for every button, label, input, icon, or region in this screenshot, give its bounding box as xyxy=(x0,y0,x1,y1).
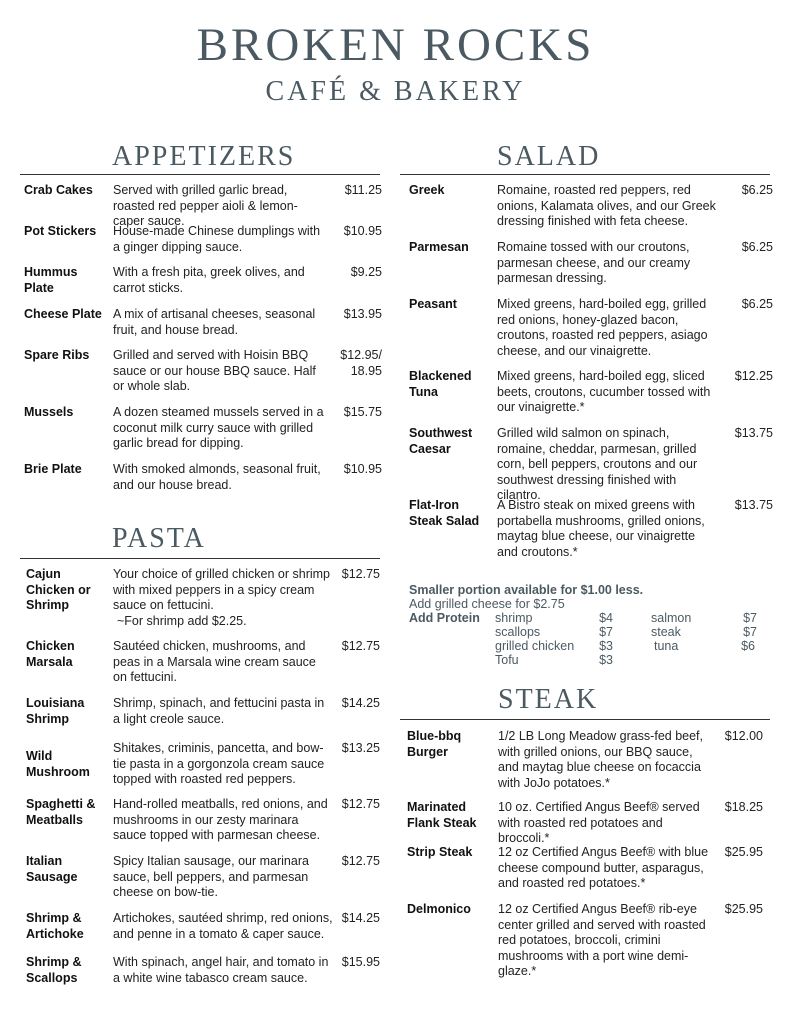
item-description: A dozen steamed mussels served in a coconut milk curry sauce with grilled garlic bread for dipping. xyxy=(113,405,324,450)
item-price: $10.95 xyxy=(343,462,382,476)
item-name: Italian Sausage xyxy=(26,854,78,884)
item-description: With spinach, angel hair, and tomato in a white wine tabasco cream sauce. xyxy=(113,955,329,985)
appetizers-divider xyxy=(20,174,380,175)
brand-subtitle: CAFÉ & BAKERY xyxy=(265,76,526,107)
item-name: Parmesan xyxy=(409,240,469,254)
item-name: Greek xyxy=(409,183,445,197)
item-description: A Bistro steak on mixed greens with portabella mushrooms, grilled onions, maytag blue cheese, our vinaigrette and croutons.* xyxy=(497,498,705,559)
item-price: $25.95 xyxy=(724,902,763,916)
item-name: Flat-Iron Steak Salad xyxy=(409,498,480,528)
item-price: $9.25 xyxy=(350,265,382,279)
brand-header xyxy=(0,20,791,108)
item-name: Louisiana Shrimp xyxy=(26,696,85,726)
item-price: $15.75 xyxy=(343,405,382,419)
item-description: 12 oz Certified Angus Beef® rib-eye center grilled and served with roasted red potatoes, broccoli, crimini mushrooms with a port wine demi-glaze.* xyxy=(498,902,706,978)
item-price: $12.00 xyxy=(724,729,763,743)
item-price: $15.95 xyxy=(341,955,380,969)
item-description: Sautéed chicken, mushrooms, and peas in a Marsala wine cream sauce on fettucini. xyxy=(113,639,316,684)
item-name: Shrimp & Artichoke xyxy=(26,911,84,941)
item-name: Spaghetti & Meatballs xyxy=(26,797,96,827)
item-name: Strip Steak xyxy=(407,845,473,859)
salad-divider xyxy=(400,174,770,175)
item-description xyxy=(113,567,333,629)
item-name: Shrimp & Scallops xyxy=(26,955,82,985)
item-name: Cheese Plate xyxy=(24,307,102,321)
item-price: $12.75 xyxy=(341,639,380,653)
item-description: Romaine tossed with our croutons, parmesan cheese, and our creamy parmesan dressing. xyxy=(497,240,691,285)
steak-title: STEAK xyxy=(498,684,599,715)
add-protein-label: Add Protein xyxy=(409,611,480,625)
item-name: Chicken Marsala xyxy=(26,639,75,669)
item-name: Southwest Caesar xyxy=(409,426,473,456)
protein-name: grilled chicken xyxy=(495,639,575,653)
item-description: 10 oz. Certified Angus Beef® served with roasted red potatoes and broccoli.* xyxy=(498,800,700,845)
item-name: Blackened Tuna xyxy=(409,369,472,399)
item-description: A mix of artisanal cheeses, seasonal fruit, and house bread. xyxy=(113,307,316,337)
item-price: $14.25 xyxy=(341,696,380,710)
protein-name: shrimp xyxy=(495,611,533,625)
item-price: $12.95/ 18.95 xyxy=(340,348,382,378)
item-name: Crab Cakes xyxy=(24,183,93,197)
item-description: Spicy Italian sausage, our marinara sauce, bell peppers, and parmesan cheese on bow-tie. xyxy=(113,854,309,899)
salad-title: SALAD xyxy=(497,141,601,172)
item-description: House-made Chinese dumplings with a ginger dipping sauce. xyxy=(113,224,321,254)
item-price: $12.75 xyxy=(341,567,380,581)
item-price: $6.25 xyxy=(741,183,773,197)
protein-price: $7 xyxy=(743,625,757,639)
protein-price: $6 xyxy=(741,639,755,653)
item-description: Hand-rolled meatballs, red onions, and mushrooms in our zesty marinara sauce topped with parmesan cheese. xyxy=(113,797,328,842)
appetizers-title: APPETIZERS xyxy=(112,141,296,172)
item-price: $25.95 xyxy=(724,845,763,859)
item-price: $18.25 xyxy=(724,800,763,814)
smaller-portion-note: Smaller portion available for $1.00 less. xyxy=(409,583,644,597)
protein-price: $4 xyxy=(599,611,613,625)
item-price: $13.75 xyxy=(734,498,773,512)
protein-name: Tofu xyxy=(495,653,519,667)
item-name: Marinated Flank Steak xyxy=(407,800,477,830)
protein-price: $7 xyxy=(743,611,757,625)
item-price: $14.25 xyxy=(341,911,380,925)
brand-title: BROKEN ROCKS xyxy=(196,19,595,71)
item-price: $12.75 xyxy=(341,797,380,811)
item-price: $12.25 xyxy=(734,369,773,383)
item-name: Wild Mushroom xyxy=(26,749,90,779)
protein-name: steak xyxy=(651,625,681,639)
item-name: Hummus Plate xyxy=(24,265,78,295)
item-description: 12 oz Certified Angus Beef® with blue cheese compound butter, asparagus, and roasted red potatoes.* xyxy=(498,845,709,890)
item-name: Blue-bbq Burger xyxy=(407,729,462,759)
item-name: Cajun Chicken or Shrimp xyxy=(26,567,91,612)
item-price: $11.25 xyxy=(344,183,382,197)
item-price: $12.75 xyxy=(341,854,380,868)
protein-name: salmon xyxy=(651,611,692,625)
grilled-cheese-note: Add grilled cheese for $2.75 xyxy=(409,597,565,611)
protein-name: scallops xyxy=(495,625,541,639)
protein-price: $3 xyxy=(599,653,613,667)
item-price: $6.25 xyxy=(741,297,773,311)
item-description: Romaine, roasted red peppers, red onions, Kalamata olives, and our Greek dressing finished with feta cheese. xyxy=(497,183,716,228)
item-name: Delmonico xyxy=(407,902,471,916)
item-description: Artichokes, sautéed shrimp, red onions, and penne in a tomato & caper sauce. xyxy=(113,911,333,941)
item-name: Mussels xyxy=(24,405,74,419)
steak-divider xyxy=(400,719,770,720)
item-description-note: ~For shrimp add $2.25. xyxy=(117,613,247,628)
protein-price: $7 xyxy=(599,625,613,639)
item-description: With smoked almonds, seasonal fruit, and our house bread. xyxy=(113,462,321,492)
item-description: Shrimp, spinach, and fettucini pasta in a light creole sauce. xyxy=(113,696,325,726)
item-price: $6.25 xyxy=(741,240,773,254)
item-description: Grilled wild salmon on spinach, romaine, cheddar, parmesan, grilled corn, bell peppers, croutons and our southwest dressing finished with cilantro. xyxy=(497,426,698,502)
item-price: $13.75 xyxy=(734,426,773,440)
item-price: $10.95 xyxy=(343,224,382,238)
pasta-divider xyxy=(20,558,380,559)
item-description-text: Your choice of grilled chicken or shrimp with mixed peppers in a spicy cream sauce on fettucini. xyxy=(113,567,331,612)
salad-notes xyxy=(409,583,769,667)
pasta-title: PASTA xyxy=(112,523,206,554)
item-name: Brie Plate xyxy=(24,462,82,476)
item-name: Peasant xyxy=(409,297,457,311)
item-description: Grilled and served with Hoisin BBQ sauce or our house BBQ sauce. Half or whole slab. xyxy=(113,348,316,393)
item-description: Mixed greens, hard-boiled egg, sliced beets, croutons, cucumber tossed with our vinaigrette.* xyxy=(497,369,711,414)
item-description: Shitakes, criminis, pancetta, and bow-tie pasta in a gorgonzola cream sauce topped with roasted red peppers. xyxy=(113,741,325,786)
item-price: $13.25 xyxy=(341,741,380,755)
item-description: Mixed greens, hard-boiled egg, grilled red onions, honey-glazed bacon, croutons, roasted red peppers, asiago cheese, and our vinaigrette. xyxy=(497,297,708,358)
item-description: With a fresh pita, greek olives, and carrot sticks. xyxy=(113,265,305,295)
protein-name: tuna xyxy=(654,639,679,653)
protein-price: $3 xyxy=(599,639,613,653)
item-name: Pot Stickers xyxy=(24,224,97,238)
item-description: 1/2 LB Long Meadow grass-fed beef, with grilled onions, our BBQ sauce, and maytag blue cheese on focaccia with JoJo potatoes.* xyxy=(498,729,703,790)
item-price: $13.95 xyxy=(343,307,382,321)
item-name: Spare Ribs xyxy=(24,348,90,362)
item-description: Served with grilled garlic bread, roasted red pepper aioli & lemon-caper sauce. xyxy=(113,183,298,228)
